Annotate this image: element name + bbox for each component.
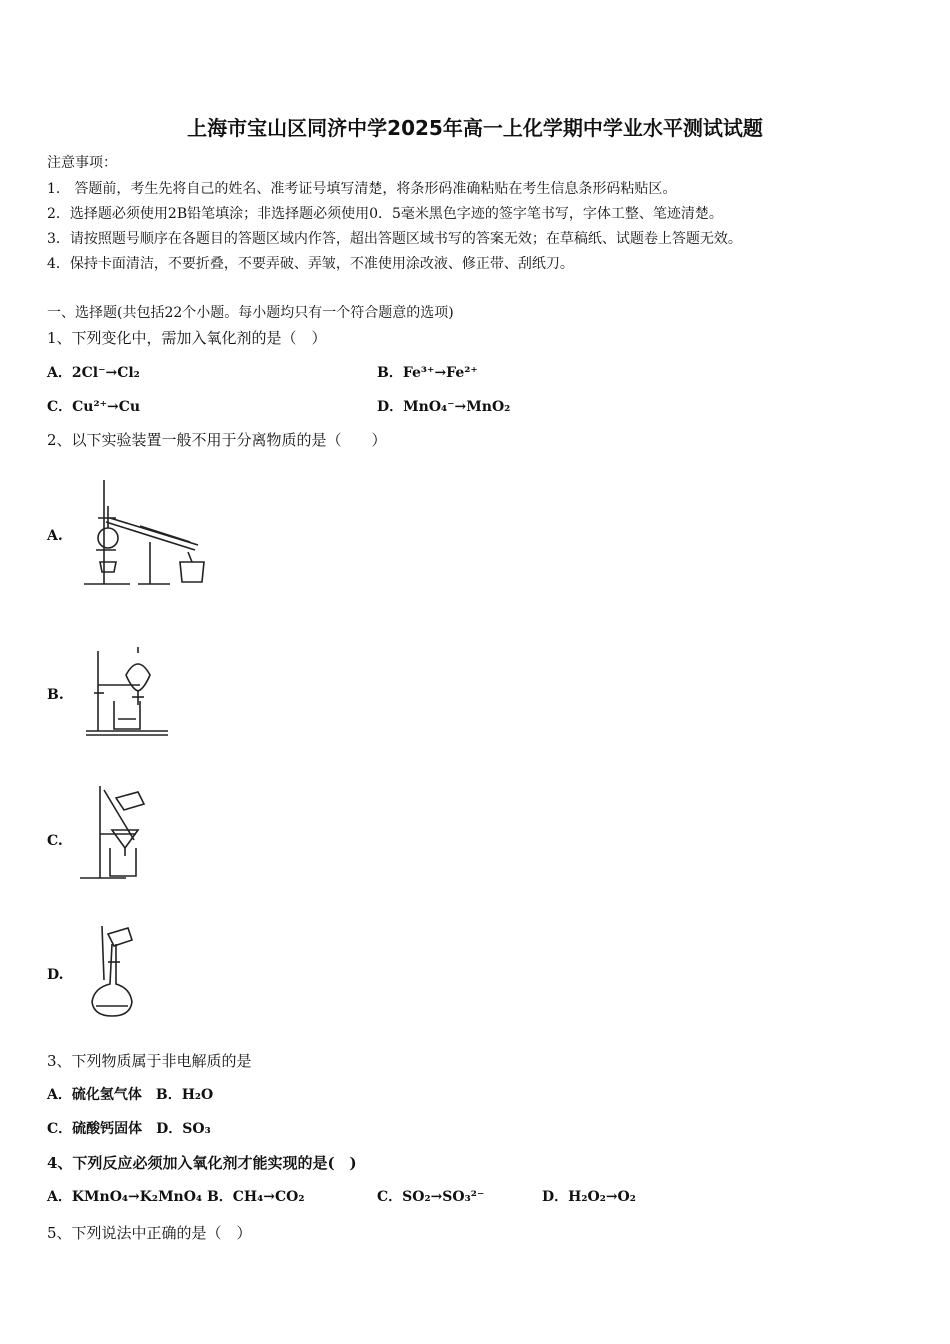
q4-option-c: C．SO₂→SO₃²⁻ [377,1189,485,1205]
q2-label-d: D. [47,967,64,983]
q2-label-c: C. [47,833,63,849]
q2-stem: 2、以下实验装置一般不用于分离物质的是（ ） [47,431,387,449]
notice-item-3: 3．请按照题号顺序在各题目的答题区域内作答，超出答题区域书写的答案无效；在草稿纸、试题卷上答题无效。 [47,231,742,247]
q2-label-b: B. [47,687,64,703]
q3-options-row2: C．硫酸钙固体 D．SO₃ [47,1121,211,1137]
q1-option-c: C．Cu²⁺→Cu [47,399,141,415]
q1-stem: 1、下列变化中，需加入氧化剂的是（ ） [47,329,327,347]
distillation-apparatus-figure [80,478,210,592]
page-title: 上海市宝山区同济中学2025年高一上化学期中学业水平测试试题 [187,116,763,140]
notice-heading: 注意事项： [47,155,117,171]
q2-label-a: A. [47,528,63,544]
filtration-apparatus-figure [76,784,156,886]
q3-stem: 3、下列物质属于非电解质的是 [47,1052,252,1070]
separatory-funnel-figure [84,645,174,741]
q1-option-d: D．MnO₄⁻→MnO₂ [377,399,511,415]
q4-options-ab: A．KMnO₄→K₂MnO₄ B．CH₄→CO₂ [47,1189,305,1205]
notice-item-2: 2．选择题必须使用2B铅笔填涂；非选择题必须使用0．5毫米黑色字迹的签字笔书写，字体工整、笔迹清楚。 [47,206,723,222]
q1-option-a: A．2Cl⁻→Cl₂ [47,365,140,381]
notice-item-1: 1. 答题前，考生先将自己的姓名、准考证号填写清楚，将条形码准确粘贴在考生信息条形码粘贴区。 [47,181,677,197]
q3-options-row1: A．硫化氢气体 B．H₂O [47,1087,214,1103]
q4-stem: 4、下列反应必须加入氧化剂才能实现的是( ) [47,1154,357,1172]
q4-option-d: D．H₂O₂→O₂ [542,1189,636,1205]
notice-item-4: 4．保持卡面清洁，不要折叠，不要弄破、弄皱，不准使用涂改液、修正带、刮纸刀。 [47,256,574,272]
volumetric-flask-figure [86,924,146,1024]
q5-stem: 5、下列说法中正确的是（ ） [47,1224,252,1242]
section-heading: 一、选择题(共包括22个小题。每小题均只有一个符合题意的选项) [47,305,454,321]
q1-option-b: B．Fe³⁺→Fe²⁺ [377,365,478,381]
